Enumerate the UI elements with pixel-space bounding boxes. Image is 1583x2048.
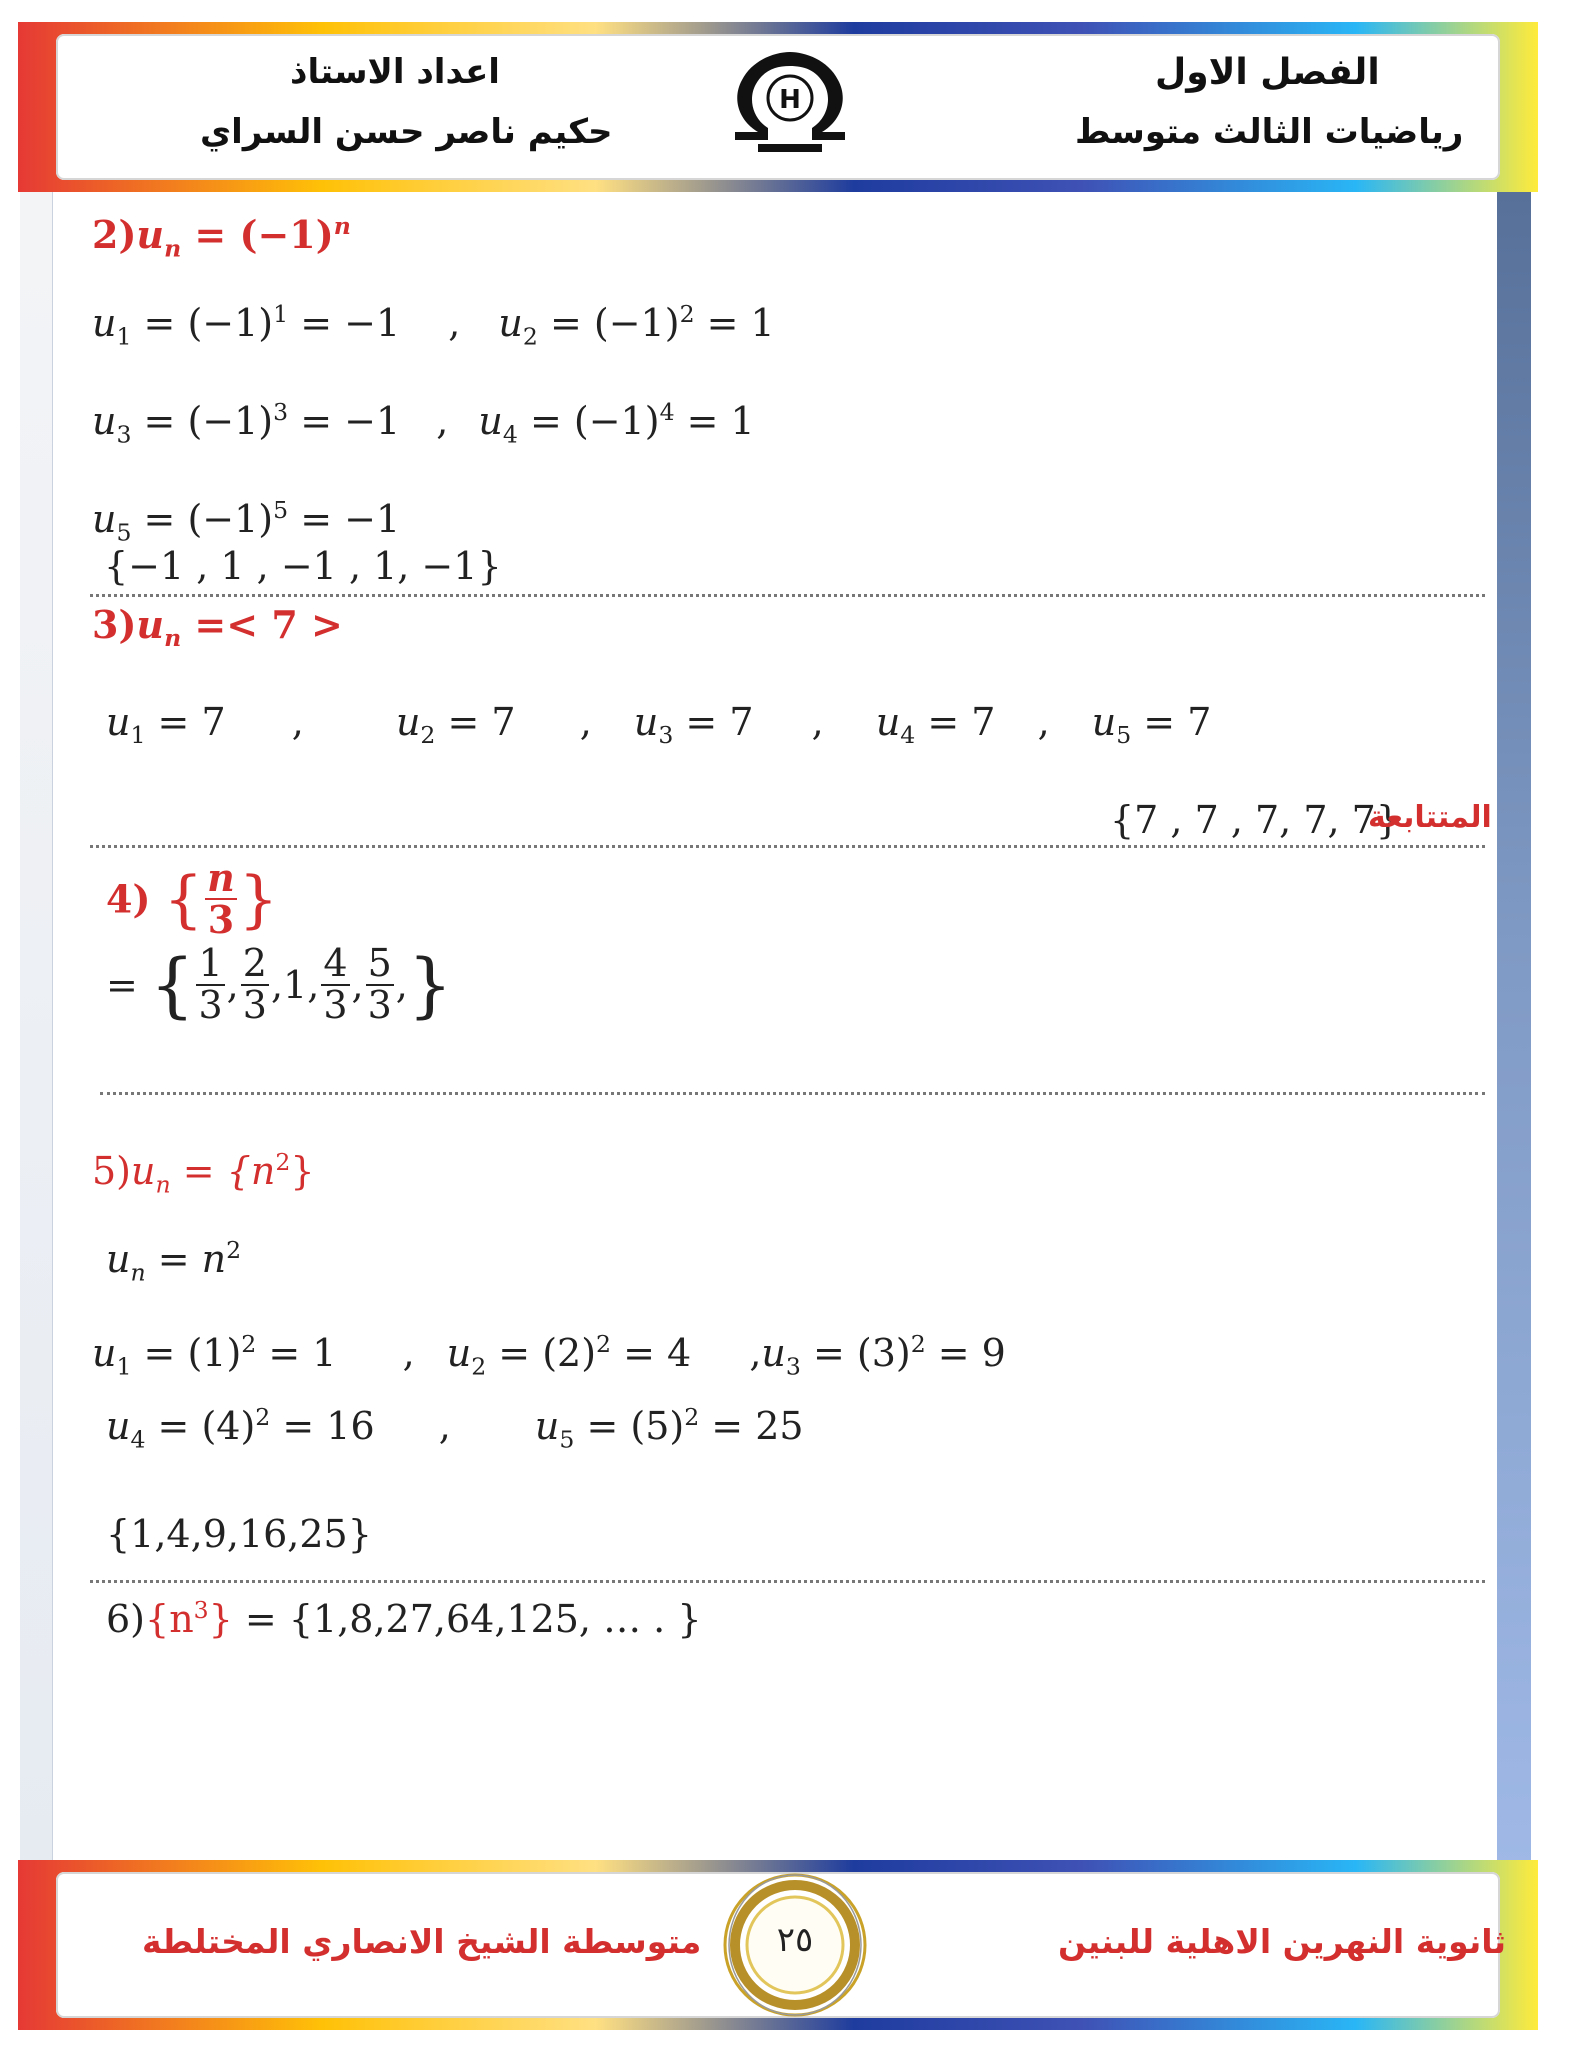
footer-school-name: ثانوية النهرين الاهلية للبنين — [1058, 1922, 1506, 1961]
fraction-4-3: $\frac{4}{3}$ — [323, 941, 348, 1027]
problem-3-terms: $u_1 = 7$ , $u_2 = 7$ , $u_3 = 7$ , $u_4 = 7$ , $u_5 = 7$ — [106, 700, 1212, 750]
problem-5-set: {1,4,9,16,25} — [106, 1512, 372, 1556]
problem-6-line: $6)\{n^3\} = \{1,8,27,64,125$, … . } — [106, 1596, 702, 1642]
sequence-label: المتتابعة — [1368, 800, 1492, 835]
header-teacher-name: حكيم ناصر حسن السراي — [200, 112, 613, 152]
header-chapter: الفصل الاول — [1155, 52, 1380, 93]
fraction-5-3: $\frac{5}{3}$ — [367, 941, 392, 1027]
problem-2-set: {−1 , 1 , −1 , 1, −1} — [104, 544, 502, 588]
problem-2-line-3: $u_5 = (-1)^5 = -1$ — [92, 496, 401, 547]
problem-4-set: = { $\frac{1}{3}$ , $\frac{2}{3}$ ,1, $\frac{4}{3}$ , $\frac{5}{3}$ ,} — [106, 941, 453, 1027]
fraction-1-3: $\frac{1}{3}$ — [198, 941, 223, 1027]
problem-2-line-1: $u_1 = (-1)^1 = -1$ , $u_2 = (-1)^2 = 1$ — [92, 300, 775, 351]
section-divider — [90, 594, 1485, 597]
problem-3-set: {7 , 7 , 7, 7, 7} — [1110, 798, 1401, 842]
section-divider — [90, 845, 1485, 848]
header-prepared-by: اعداد الاستاذ — [290, 52, 500, 92]
problem-5-definition: $u_n = n^2$ — [106, 1236, 242, 1287]
problem-5-line-1: $u_1 = (1)^2 = 1$ , $u_2 = (2)^2 = 4$ $,u_3 = (3)^2 = 9$ — [92, 1330, 1006, 1381]
svg-text:H: H — [779, 85, 801, 115]
page-number: ٢٥ — [776, 1920, 814, 1960]
section-divider — [100, 1092, 1485, 1095]
fraction-2-3: $\frac{2}{3}$ — [242, 941, 267, 1027]
problem-2-title: $2)u_n = (-1)^n$ — [92, 212, 351, 263]
section-divider — [90, 1580, 1485, 1583]
problem-5-title: $5)u_n = \{n^2\}$ — [92, 1148, 315, 1199]
problem-3-title: $3)u_n =< 7$ > — [92, 602, 343, 653]
problem-4-title: 4) { $\frac{n}{3}$ } — [106, 855, 279, 942]
n-over-3-fraction: $\frac{n}{3}$ — [207, 855, 235, 942]
header-subject: رياضيات الثالث متوسط — [1075, 112, 1464, 152]
problem-5-line-2: $u_4 = (4)^2 = 16$ , $u_5 = (5)^2 = 25$ — [106, 1403, 804, 1454]
problem-2-line-2: $u_3 = (-1)^3 = -1$ , $u_4 = (-1)^4 = 1$ — [92, 398, 755, 449]
footer-middle-school-name: متوسطة الشيخ الانصاري المختلطة — [142, 1922, 702, 1961]
